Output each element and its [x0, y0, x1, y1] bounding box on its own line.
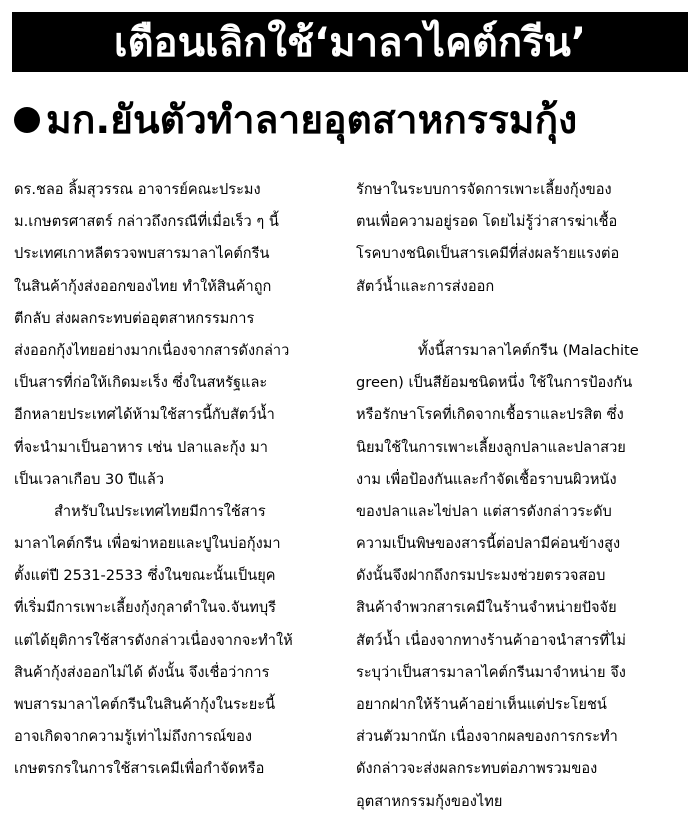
- paragraph-start-line: สำหรับในประเทศไทยมีการใช้สาร: [54, 502, 266, 520]
- text-line: ตนเพื่อความอยู่รอด โดยไม่รู้ว่าสารฆ่าเชื้อ: [356, 213, 618, 231]
- text-line: โรคบางชนิดเป็นสารเคมีที่ส่งผลร้ายแรงต่อ: [356, 245, 620, 263]
- text-line: สินค้าจำพวกสารเคมีในร้านจำหน่ายปัจจัย: [356, 599, 617, 617]
- text-line: รักษาในระบบการจัดการเพาะเลี้ยงกุ้งของ: [356, 181, 612, 198]
- article-column-left: [14, 174, 344, 786]
- text-line: หรือรักษาโรคที่เกิดจากเชื้อราและปรสิต ซึ่ง: [356, 406, 624, 424]
- text-line: สินค้ากุ้งส่งออกไม่ได้ ดังนั้น จึงเชื่อว่าการ: [14, 663, 270, 681]
- text-line: ระบุว่าเป็นสารมาลาไคต์กรีนมาจำหน่าย จึง: [356, 663, 626, 681]
- text-line: ดังนั้นจึงฝากถึงกรมประมงช่วยตรวจสอบ: [356, 567, 606, 585]
- subheadline-text: มก.ยันตัวทำลายอุตสาหกรรมกุ้ง: [46, 98, 578, 143]
- text-line: สัตว์น้ำและการส่งออก: [356, 277, 495, 295]
- text-line: มาลาไคต์กรีน เพื่อฆ่าหอยและปูในบ่อกุ้งมา: [14, 535, 281, 553]
- text-line: เป็นเวลาเกือบ 30 ปีแล้ว: [14, 470, 165, 488]
- text-line: ที่เริ่มมีการเพาะเลี้ยงกุ้งกุลาดำในจ.จันทบุรี: [14, 599, 276, 617]
- headline-text: เตือนเลิกใช้‘มาลาไคต์กรีน’: [113, 20, 587, 66]
- text-line: ม.เกษตรศาสตร์ กล่าวถึงกรณีที่เมื่อเร็ว ๆ นี้: [14, 213, 279, 231]
- text-line: ตั้งแต่ปี 2531-2533 ซึ่งในขณะนั้นเป็นยุค: [14, 567, 276, 585]
- text-line: ดร.ชลอ ลิ้มสุวรรณ อาจารย์คณะประมง: [14, 181, 261, 198]
- bullet-icon: [14, 107, 40, 133]
- text-line: นิยมใช้ในการเพาะเลี้ยงลูกปลาและปลาสวย: [356, 438, 626, 456]
- text-line: อุตสาหกรรมกุ้งของไทย: [356, 792, 503, 810]
- headline-banner: [12, 12, 688, 72]
- text-line: ที่จะนำมาเป็นอาหาร เช่น ปลาและกุ้ง มา: [14, 438, 268, 456]
- text-line: แต่ได้ยุติการใช้สารดังกล่าวเนื่องจากจะทำให้: [14, 631, 293, 649]
- paragraph-gap: [356, 303, 690, 335]
- text-line: ดังกล่าวจะส่งผลกระทบต่อภาพรวมของ: [356, 760, 598, 778]
- text-line: ส่งออกกุ้งไทยอย่างมากเนื่องจากสารดังกล่าว: [14, 341, 290, 359]
- text-line: อยากฝากให้ร้านค้าอย่าเห็นแต่ประโยชน์: [356, 696, 607, 713]
- text-line: อีกหลายประเทศได้ห้ามใช้สารนี้กับสัตว์น้ำ: [14, 406, 275, 424]
- subheadline: [14, 84, 690, 156]
- text-line: ส่วนตัวมากนัก เนื่องจากผลของการกระทำ: [356, 728, 618, 746]
- text-line: green) เป็นสีย้อมชนิดหนึ่ง ใช้ในการป้องกัน: [356, 374, 633, 392]
- text-line: พบสารมาลาไคต์กรีนในสินค้ากุ้งในระยะนี้: [14, 696, 276, 713]
- paragraph-start-line: ทั้งนี้สารมาลาไคต์กรีน (Malachite: [418, 341, 639, 359]
- text-line: งาม เพื่อป้องกันและกำจัดเชื้อราบนผิวหนัง: [356, 470, 617, 488]
- text-line: สัตว์น้ำ เนื่องจากทางร้านค้าอาจนำสารที่ไม่: [356, 631, 626, 649]
- text-line: เป็นสารที่ก่อให้เกิดมะเร็ง ซึ่งในสหรัฐและ: [14, 374, 268, 392]
- article-column-right: [356, 174, 690, 818]
- text-line: ประเทศเกาหลีตรวจพบสารมาลาไคต์กรีน: [14, 245, 270, 263]
- text-line: เกษตรกรในการใช้สารเคมีเพื่อกำจัดหรือ: [14, 760, 265, 778]
- text-line: ตีกลับ ส่งผลกระทบต่ออุตสาหกรรมการ: [14, 309, 255, 327]
- text-line: อาจเกิดจากความรู้เท่าไม่ถึงการณ์ของ: [14, 728, 253, 746]
- text-line: ในสินค้ากุ้งส่งออกของไทย ทำให้สินค้าถูก: [14, 277, 272, 295]
- text-line: ความเป็นพิษของสารนี้ต่อปลามีค่อนข้างสูง: [356, 535, 621, 553]
- text-line: ของปลาและไข่ปลา แต่สารดังกล่าวระดับ: [356, 502, 612, 520]
